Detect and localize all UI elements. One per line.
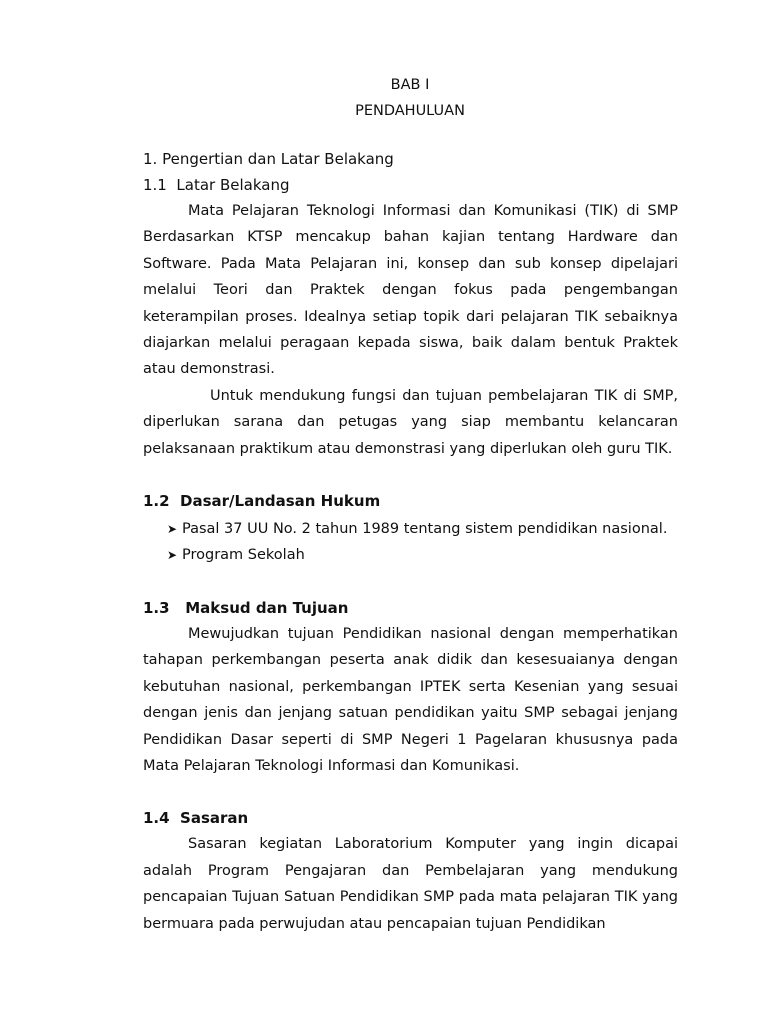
section-1-4-heading: 1.4 Sasaran xyxy=(143,809,249,828)
list-item xyxy=(167,542,678,568)
document-body xyxy=(143,146,678,937)
section-1-1-paragraph-2: Untuk mendukung fungsi dan tujuan pembelajaran TIK di SMP, diperlukan sarana dan petugas yang siap membantu kelancaran pelaksanaan praktikum atau demonstrasi yang diperlukan oleh guru TIK. xyxy=(143,387,678,457)
list-item-text: Program Sekolah xyxy=(182,547,305,564)
section-1-4-paragraph-1: Sasaran kegiatan Laboratorium Komputer yang ingin dicapai adalah Program Pengajaran dan Pembelajaran yang mendukung pencapaian Tujuan Satuan Pendidikan SMP pada mata pelajaran TIK yang bermuara pada perwujudan atau pencapaian tujuan Pendidikan xyxy=(143,836,678,932)
section-1-3-heading: 1.3 Maksud dan Tujuan xyxy=(143,598,349,617)
section-1-heading: 1. Pengertian dan Latar Belakang xyxy=(143,150,394,168)
list-item xyxy=(167,516,678,542)
arrowhead-bullet-icon: ➤ xyxy=(167,522,178,537)
section-1-2-heading: 1.2 Dasar/Landasan Hukum xyxy=(143,492,381,511)
spacer xyxy=(143,779,678,805)
section-1-1-paragraph-1: Mata Pelajaran Teknologi Informasi dan Komunikasi (TIK) di SMP Berdasarkan KTSP mencakup bahan kajian tentang Hardware dan Software. Pada Mata Pelajaran ini, konsep dan sub konsep dipelajari melalui Teori dan Praktek dengan fokus pada pengembangan keterampilan proses. Idealnya setiap topik dari pelajaran TIK sebaiknya diajarkan melalui peragaan kepada siswa, baik dalam bentuk Praktek atau demonstrasi. xyxy=(143,203,678,378)
chapter-title-block xyxy=(0,72,768,124)
chapter-number: BAB I xyxy=(390,77,430,93)
arrowhead-bullet-icon: ➤ xyxy=(167,548,178,563)
spacer xyxy=(143,462,678,488)
section-1-3-paragraph-1: Mewujudkan tujuan Pendidikan nasional dengan memperhatikan tahapan perkembangan peserta anak didik dan kesesuaianya dengan kebutuhan nasional, perkembangan IPTEK serta Kesenian yang sesuai dengan jenis dan jenjang satuan pendidikan yaitu SMP sebagai jenjang Pendidikan Dasar seperti di SMP Negeri 1 Pagelaran khususnya pada Mata Pelajaran Teknologi Informasi dan Komunikasi. xyxy=(143,625,678,774)
chapter-title: PENDAHULUAN xyxy=(355,103,465,119)
spacer xyxy=(143,569,678,595)
legal-basis-list xyxy=(143,516,678,569)
list-item-text: Pasal 37 UU No. 2 tahun 1989 tentang sistem pendidikan nasional. xyxy=(182,521,668,538)
section-1-1-heading: 1.1 Latar Belakang xyxy=(143,176,290,194)
